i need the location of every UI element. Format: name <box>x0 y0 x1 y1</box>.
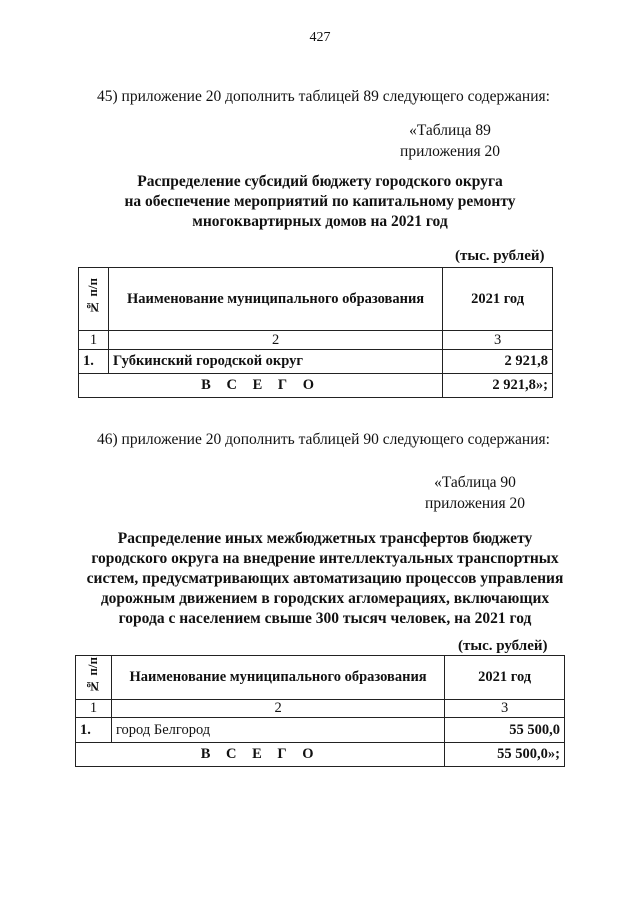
table-ref-line1: «Таблица 89 <box>409 122 491 139</box>
units-label: (тыс. рублей) <box>458 638 548 654</box>
col-header-number: № п/п <box>76 656 112 700</box>
heading-line: систем, предусматривающих автоматизацию процессов управления <box>86 570 564 587</box>
row-number: 1. <box>79 350 109 374</box>
heading-line: города с населением свыше 300 тысяч человек, на 2021 год <box>118 610 532 627</box>
heading-line: на обеспечение мероприятий по капитальному ремонту <box>124 193 516 210</box>
table-89 <box>78 267 553 398</box>
row-name: город Белгород <box>111 718 444 743</box>
table-90-heading <box>40 529 610 629</box>
total-row <box>76 743 565 767</box>
col-header-number: № п/п <box>79 268 109 331</box>
total-row <box>79 374 553 398</box>
column-numbers-row <box>79 331 553 350</box>
table-header-row <box>79 268 553 331</box>
table-89-reference <box>390 120 510 162</box>
table-ref-line1: «Таблица 90 <box>434 474 516 491</box>
total-value: 55 500,0»; <box>445 743 565 767</box>
table-90-reference <box>415 472 535 514</box>
col-number: 1 <box>79 331 109 350</box>
heading-line: многоквартирных домов на 2021 год <box>192 213 448 230</box>
col-number: 1 <box>76 700 112 718</box>
table-ref-line2: приложения 20 <box>425 495 525 512</box>
row-value: 55 500,0 <box>445 718 565 743</box>
col-number: 2 <box>108 331 442 350</box>
col-header-name: Наименование муниципального образования <box>108 268 442 331</box>
heading-line: дорожным движением в городских агломерациях, включающих <box>100 590 550 607</box>
page-number: 427 <box>309 30 331 45</box>
col-header-name: Наименование муниципального образования <box>111 656 444 700</box>
col-number: 3 <box>443 331 553 350</box>
table-90 <box>75 655 565 767</box>
table-row <box>76 718 565 743</box>
heading-line: городского округа на внедрение интеллектуальных транспортных <box>91 550 559 567</box>
table-89-heading <box>60 172 580 232</box>
col-header-year: 2021 год <box>445 656 565 700</box>
col-number: 2 <box>111 700 444 718</box>
col-number: 3 <box>445 700 565 718</box>
col-header-year: 2021 год <box>443 268 553 331</box>
table-header-row <box>76 656 565 700</box>
total-label: В С Е Г О <box>79 374 443 398</box>
amendment-46-text: 46) приложение 20 дополнить таблицей 90 следующего содержания: <box>97 431 550 448</box>
heading-line: Распределение субсидий бюджету городского округа <box>137 173 503 190</box>
total-value: 2 921,8»; <box>443 374 553 398</box>
row-value: 2 921,8 <box>443 350 553 374</box>
table-ref-line2: приложения 20 <box>400 143 500 160</box>
table-row <box>79 350 553 374</box>
units-label: (тыс. рублей) <box>455 248 545 264</box>
total-label: В С Е Г О <box>76 743 445 767</box>
row-name: Губкинский городской округ <box>108 350 442 374</box>
heading-line: Распределение иных межбюджетных трансфертов бюджету <box>117 530 533 547</box>
column-numbers-row <box>76 700 565 718</box>
amendment-45-text: 45) приложение 20 дополнить таблицей 89 следующего содержания: <box>97 88 550 105</box>
row-number: 1. <box>76 718 112 743</box>
